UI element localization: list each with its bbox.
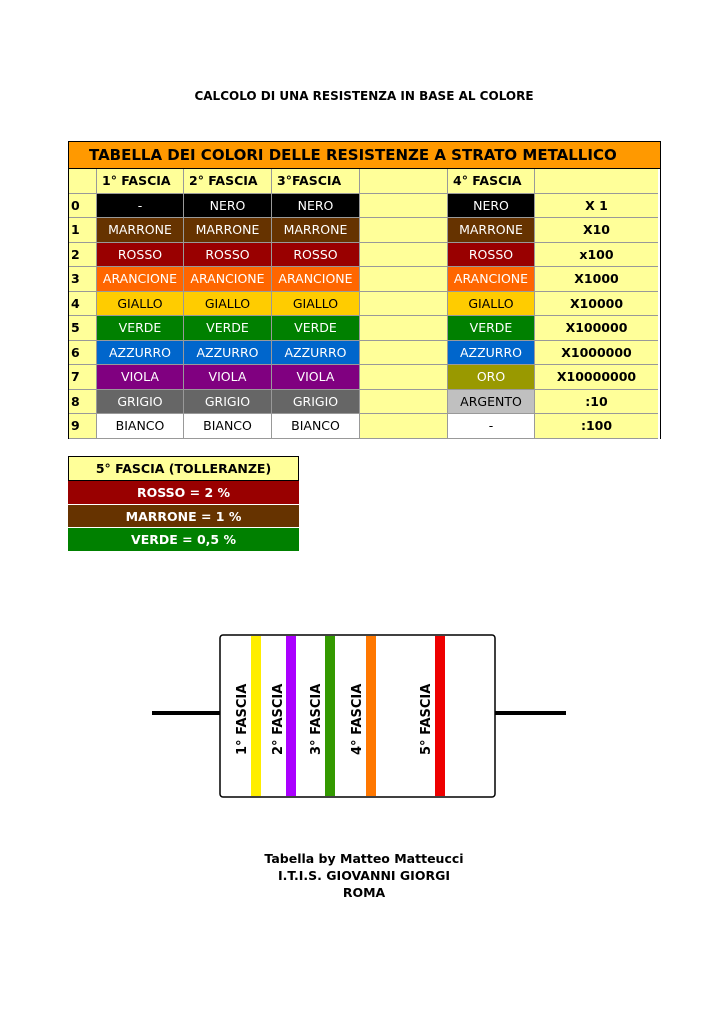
cell-idx: 2 — [69, 243, 97, 268]
cell-idx: 3 — [69, 267, 97, 292]
band-label: 5° FASCIA — [419, 683, 434, 755]
cell-mul: :100 — [535, 414, 658, 439]
cell-f2: VIOLA — [184, 365, 272, 390]
credit-block — [0, 850, 728, 901]
credit-author: Tabella by Matteo Matteucci — [264, 851, 464, 866]
cell-f4: GIALLO — [448, 292, 535, 317]
cell-idx: 7 — [69, 365, 97, 390]
cell-mul: X10 — [535, 218, 658, 243]
cell-f4: ARGENTO — [448, 390, 535, 415]
cell-f4: AZZURRO — [448, 341, 535, 366]
cell-idx: 9 — [69, 414, 97, 439]
column-header: 2° FASCIA — [184, 169, 272, 194]
tolerance-row: ROSSO = 2 % — [68, 481, 299, 505]
tolerance-header: 5° FASCIA (TOLLERANZE) — [68, 456, 299, 481]
tolerance-row: VERDE = 0,5 % — [68, 528, 299, 552]
cell-f2: ROSSO — [184, 243, 272, 268]
cell-f4: ORO — [448, 365, 535, 390]
cell-mul: x100 — [535, 243, 658, 268]
column-header: 3°FASCIA — [272, 169, 360, 194]
band-label: 4° FASCIA — [350, 683, 365, 755]
cell-f3: AZZURRO — [272, 341, 360, 366]
cell-f2: NERO — [184, 194, 272, 219]
page-title: CALCOLO DI UNA RESISTENZA IN BASE AL COLORE — [194, 89, 534, 103]
cell-f3: NERO — [272, 194, 360, 219]
cell-f3: VIOLA — [272, 365, 360, 390]
band-label: 2° FASCIA — [271, 683, 286, 755]
cell-f1: GIALLO — [97, 292, 184, 317]
cell-f1: ARANCIONE — [97, 267, 184, 292]
cell-f3: BIANCO — [272, 414, 360, 439]
band-label: 3° FASCIA — [309, 683, 324, 755]
cell-f4: MARRONE — [448, 218, 535, 243]
cell-mul: :10 — [535, 390, 658, 415]
band-4 — [366, 636, 376, 796]
cell-mul: X10000000 — [535, 365, 658, 390]
tolerance-row: MARRONE = 1 % — [68, 505, 299, 529]
cell-idx: 6 — [69, 341, 97, 366]
cell-f4: NERO — [448, 194, 535, 219]
cell-f1: VERDE — [97, 316, 184, 341]
table-title: TABELLA DEI COLORI DELLE RESISTENZE A STRATO METALLICO — [69, 141, 660, 169]
cell-f1: VIOLA — [97, 365, 184, 390]
cell-f4: ROSSO — [448, 243, 535, 268]
cell-f2: BIANCO — [184, 414, 272, 439]
cell-idx: 8 — [69, 390, 97, 415]
cell-f3: ROSSO — [272, 243, 360, 268]
cell-mul: X1000000 — [535, 341, 658, 366]
band-label: 1° FASCIA — [235, 683, 250, 755]
cell-f2: ARANCIONE — [184, 267, 272, 292]
cell-mul: X10000 — [535, 292, 658, 317]
credit-city: ROMA — [342, 885, 386, 900]
cell-f2: GIALLO — [184, 292, 272, 317]
cell-mul: X1000 — [535, 267, 658, 292]
cell-f4: VERDE — [448, 316, 535, 341]
cell-f2: MARRONE — [184, 218, 272, 243]
cell-f2: AZZURRO — [184, 341, 272, 366]
cell-f3: VERDE — [272, 316, 360, 341]
cell-mul: X100000 — [535, 316, 658, 341]
cell-f4: - — [448, 414, 535, 439]
band-1 — [251, 636, 261, 796]
cell-f1: MARRONE — [97, 218, 184, 243]
cell-f4: ARANCIONE — [448, 267, 535, 292]
cell-idx: 4 — [69, 292, 97, 317]
cell-f3: GRIGIO — [272, 390, 360, 415]
cell-idx: 5 — [69, 316, 97, 341]
credit-school: I.T.I.S. GIOVANNI GIORGI — [278, 868, 450, 883]
cell-idx: 1 — [69, 218, 97, 243]
cell-f2: GRIGIO — [184, 390, 272, 415]
band-5 — [435, 636, 445, 796]
cell-f1: AZZURRO — [97, 341, 184, 366]
band-3 — [325, 636, 335, 796]
cell-f1: ROSSO — [97, 243, 184, 268]
cell-f3: MARRONE — [272, 218, 360, 243]
cell-mul: X 1 — [535, 194, 658, 219]
cell-f3: GIALLO — [272, 292, 360, 317]
column-header: 1° FASCIA — [97, 169, 184, 194]
cell-f1: GRIGIO — [97, 390, 184, 415]
cell-f3: ARANCIONE — [272, 267, 360, 292]
cell-f2: VERDE — [184, 316, 272, 341]
cell-f1: - — [97, 194, 184, 219]
column-header: 4° FASCIA — [448, 169, 535, 194]
cell-idx: 0 — [69, 194, 97, 219]
cell-f1: BIANCO — [97, 414, 184, 439]
band-2 — [286, 636, 296, 796]
